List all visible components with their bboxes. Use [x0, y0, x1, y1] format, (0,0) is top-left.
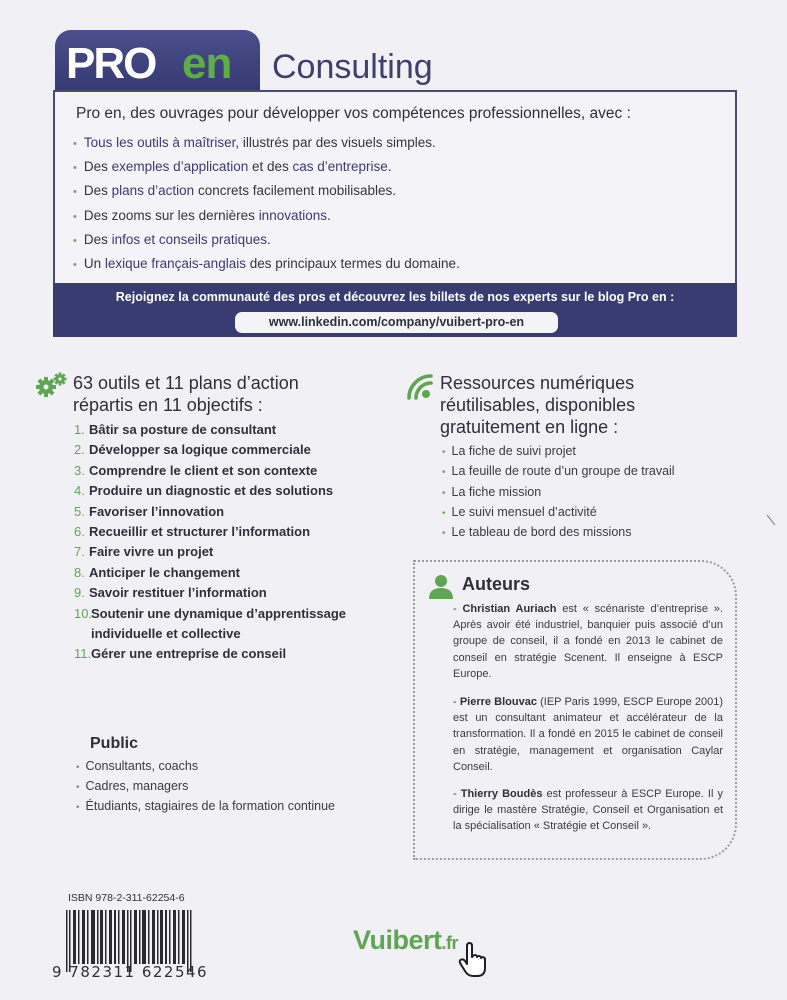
- scratch-mark: [766, 514, 776, 526]
- bullet-icon: •: [76, 802, 80, 813]
- person-icon: [428, 573, 454, 599]
- public-item: • Étudiants, stagiaires de la formation continue: [76, 799, 335, 813]
- objective-item: 1. Bâtir sa posture de consultant: [74, 422, 277, 437]
- author-name: Christian Auriach: [462, 603, 557, 615]
- objective-item: 6. Recueillir et structurer l’information: [74, 524, 311, 540]
- brand-en: en: [182, 39, 232, 88]
- series-title: Consulting: [272, 48, 433, 86]
- gear-icon: [34, 371, 72, 399]
- bullet-icon: •: [73, 162, 77, 175]
- pointer-hand-icon: [458, 942, 488, 978]
- objective-item: 7. Faire vivre un projet: [74, 544, 214, 560]
- public-item: • Consultants, coachs: [76, 759, 199, 773]
- author-name: Pierre Blouvac: [459, 696, 537, 708]
- intro-item: • Des zooms sur les dernières innovations.: [73, 207, 331, 223]
- brand-pro: PRO: [66, 39, 156, 88]
- intro-list: [73, 131, 460, 276]
- objective-item: 4. Produire un diagnostic et des solutions: [74, 483, 334, 499]
- intro-item: • Un lexique français-anglais des principaux termes du domaine.: [73, 255, 460, 271]
- public-item: • Cadres, managers: [76, 779, 189, 793]
- resource-item: • Le tableau de bord des missions: [442, 525, 632, 540]
- intro-item: • Tous les outils à maîtriser, illustrés par des visuels simples.: [73, 135, 436, 150]
- resource-item: • La feuille de route d’un groupe de travail: [442, 464, 675, 479]
- bullet-icon: •: [73, 258, 77, 271]
- objectives-list: [74, 420, 346, 665]
- objective-item: 11. Gérer une entreprise de conseil: [74, 646, 287, 662]
- bullet-icon: •: [73, 138, 77, 150]
- barcode-digits: 9 782311 622546: [52, 963, 209, 981]
- objective-item: 9. Savoir restituer l’information: [74, 585, 267, 601]
- author-name: Thierry Boudès: [460, 788, 543, 800]
- bullet-icon: •: [73, 210, 77, 223]
- objective-item: 5. Favoriser l’innovation: [74, 503, 225, 519]
- wifi-icon: [406, 373, 434, 401]
- objective-item: 8. Anticiper le changement: [74, 564, 240, 580]
- resource-item: • La fiche de suivi projet: [442, 444, 576, 458]
- resources-list: [442, 442, 675, 543]
- bullet-icon: •: [73, 234, 77, 247]
- bullet-icon: •: [442, 447, 446, 458]
- banner-text: Rejoignez la communauté des pros et découvrez les billets de nos experts sur le blog Pro en :: [115, 290, 675, 304]
- resources-title: Ressources numériques réutilisables, disponibles gratuitement en ligne :: [440, 373, 636, 437]
- intro-lead: Pro en, des ouvrages pour développer vos compétences professionnelles, avec :: [76, 105, 631, 122]
- bullet-icon: •: [76, 782, 80, 793]
- intro-item: • Des plans d’action concrets facilement mobilisables.: [73, 183, 397, 199]
- intro-item: • Des infos et conseils pratiques.: [73, 231, 271, 247]
- bullet-icon: •: [442, 507, 446, 519]
- bullet-icon: •: [73, 186, 77, 199]
- objective-item: 10. Soutenir une dynamique d’apprentissage individuelle et collective: [74, 605, 346, 642]
- objective-item: 3. Comprendre le client et son contexte: [74, 462, 318, 478]
- author-bio: - Thierry Boudès est professeur à ESCP Europe. Il y dirige le mastère Stratégie, Conseil et Organisation et la spécialisation « Stratégie et Conseil ».: [453, 788, 723, 833]
- linkedin-link[interactable]: www.linkedin.com/company/vuibert-pro-en: [235, 312, 558, 333]
- bullet-icon: •: [442, 487, 446, 499]
- tools-title: 63 outils et 11 plans d’action répartis en 11 objectifs :: [73, 373, 299, 415]
- resource-item: • Le suivi mensuel d’activité: [442, 504, 597, 519]
- bullet-icon: •: [442, 467, 446, 479]
- public-list: [76, 757, 335, 817]
- resource-item: • La fiche mission: [442, 484, 542, 499]
- public-title: Public: [90, 735, 139, 752]
- author-bio: - Pierre Blouvac (IEP Paris 1999, ESCP Europe 2001) est un consultant animateur et accélérateur de la transformation. Il a fondé en 2015 le cabinet de conseil en stratégie, management et organisation Caylar Conseil.: [453, 696, 723, 773]
- authors-title: Auteurs: [462, 574, 531, 594]
- objective-item: 2. Développer sa logique commerciale: [74, 442, 311, 458]
- intro-item: • Des exemples d’application et des cas d’entreprise.: [73, 159, 392, 175]
- publisher-logo[interactable]: Vuibert.fr: [353, 925, 459, 955]
- bullet-icon: •: [442, 528, 446, 540]
- bullet-icon: •: [76, 762, 80, 773]
- isbn-label: ISBN 978-2-311-62254-6: [68, 892, 185, 904]
- author-bio: - Christian Auriach est « scénariste d’entreprise ». Après avoir été industriel, banquier puis associé d’un groupe de conseil, il a fondé en 2013 le cabinet de conseil en stratégie Scenent. Il enseigne à ESCP Europe.: [453, 603, 723, 680]
